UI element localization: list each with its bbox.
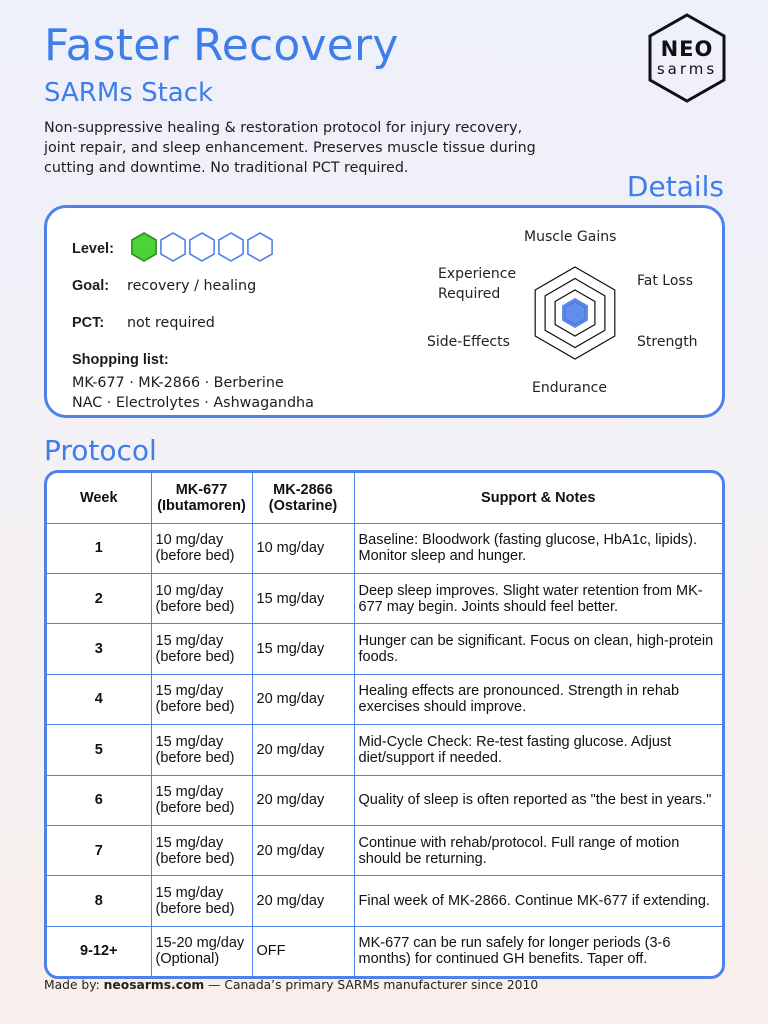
notes-cell: Deep sleep improves. Slight water retention from MK-677 may begin. Joints should feel better. — [354, 573, 722, 623]
logo-line1: NEO — [660, 37, 714, 61]
notes-cell: MK-677 can be run safely for longer periods (3-6 months) for continued GH benefits. Taper off. — [354, 926, 722, 976]
mk2866-cell: 20 mg/day — [252, 876, 354, 926]
level-hex-empty-icon — [161, 233, 185, 261]
notes-cell: Continue with rehab/protocol. Full range of motion should be returning. — [354, 825, 722, 875]
level-rating — [129, 230, 279, 264]
pct-value: not required — [127, 315, 215, 331]
week-cell: 2 — [47, 573, 151, 623]
table-header-row — [47, 473, 722, 523]
col-notes: Support & Notes — [354, 473, 722, 523]
radar-label-endurance: Endurance — [532, 380, 607, 396]
week-cell: 9-12+ — [47, 926, 151, 976]
notes-cell: Mid-Cycle Check: Re-test fasting glucose. Adjust diet/support if needed. — [354, 725, 722, 775]
mk2866-cell: 15 mg/day — [252, 624, 354, 674]
mk677-cell: 10 mg/day (before bed) — [151, 523, 252, 573]
mk677-cell: 15 mg/day (before bed) — [151, 825, 252, 875]
footer: Made by: neosarms.com — Canada’s primary SARMs manufacturer since 2010 — [44, 978, 539, 992]
notes-cell: Healing effects are pronounced. Strength in rehab exercises should improve. — [354, 674, 722, 724]
radar-label-experience-required: Experience Required — [438, 266, 517, 302]
notes-cell: Baseline: Bloodwork (fasting glucose, HbA1c, lipids). Monitor sleep and hunger. — [354, 523, 722, 573]
mk677-cell: 10 mg/day (before bed) — [151, 573, 252, 623]
mk2866-cell: 20 mg/day — [252, 775, 354, 825]
mk2866-cell: 20 mg/day — [252, 825, 354, 875]
protocol-table — [44, 470, 725, 979]
radar-label-muscle-gains: Muscle Gains — [524, 229, 617, 245]
notes-cell: Final week of MK-2866. Continue MK-677 if extending. — [354, 876, 722, 926]
shopping-list — [72, 373, 314, 413]
radar-label-side-effects: Side-Effects — [427, 334, 510, 350]
notes-cell: Quality of sleep is often reported as "the best in years." — [354, 775, 722, 825]
table-row — [47, 573, 722, 623]
notes-cell: Hunger can be significant. Focus on clean, high-protein foods. — [354, 624, 722, 674]
mk2866-cell: 20 mg/day — [252, 725, 354, 775]
radar-label-fat-loss: Fat Loss — [637, 273, 693, 289]
table-row — [47, 725, 722, 775]
mk677-cell: 15 mg/day (before bed) — [151, 624, 252, 674]
week-cell: 7 — [47, 825, 151, 875]
mk2866-cell: 10 mg/day — [252, 523, 354, 573]
week-cell: 8 — [47, 876, 151, 926]
shopping-line-2: NAC · Electrolytes · Ashwagandha — [72, 395, 314, 411]
shopping-line-1: MK-677 · MK-2866 · Berberine — [72, 375, 284, 391]
mk677-cell: 15 mg/day (before bed) — [151, 674, 252, 724]
details-card — [44, 205, 725, 418]
mk677-cell: 15 mg/day (before bed) — [151, 876, 252, 926]
page-title: Faster Recovery — [44, 20, 399, 71]
protocol-heading: Protocol — [44, 434, 157, 467]
logo-line2: sarms — [656, 60, 718, 78]
page-subtitle: SARMs Stack — [44, 78, 214, 108]
mk2866-cell: OFF — [252, 926, 354, 976]
radar-chart — [427, 226, 712, 406]
radar-svg — [442, 226, 712, 406]
level-label: Level: — [72, 241, 114, 257]
footer-site-link[interactable]: neosarms.com — [103, 978, 205, 992]
radar-value-area — [563, 299, 588, 328]
level-hex-empty-icon — [248, 233, 272, 261]
goal-value: recovery / healing — [127, 278, 257, 294]
col-mk677: MK-677 (Ibutamoren) — [151, 473, 252, 523]
table-row — [47, 674, 722, 724]
shopping-label: Shopping list: — [72, 352, 169, 368]
mk677-cell: 15 mg/day (before bed) — [151, 725, 252, 775]
table-row — [47, 523, 722, 573]
details-heading: Details — [626, 170, 724, 203]
level-hex-empty-icon — [190, 233, 214, 261]
week-cell: 6 — [47, 775, 151, 825]
col-week: Week — [47, 473, 151, 523]
table-row — [47, 775, 722, 825]
col-mk2866: MK-2866 (Ostarine) — [252, 473, 354, 523]
table-row — [47, 624, 722, 674]
level-hex-filled-icon — [132, 233, 156, 261]
week-cell: 1 — [47, 523, 151, 573]
mk2866-cell: 20 mg/day — [252, 674, 354, 724]
intro-text: Non-suppressive healing & restoration protocol for injury recovery, joint repair, and sleep enhancement. Preserves muscle tissue during cutting and downtime. No traditional PCT required. — [44, 120, 536, 176]
level-hex-empty-icon — [219, 233, 243, 261]
table-row — [47, 926, 722, 976]
pct-label: PCT: — [72, 315, 105, 331]
table-row — [47, 876, 722, 926]
table-row — [47, 825, 722, 875]
week-cell: 3 — [47, 624, 151, 674]
week-cell: 5 — [47, 725, 151, 775]
neo-sarms-logo — [646, 12, 728, 104]
mk2866-cell: 15 mg/day — [252, 573, 354, 623]
radar-label-strength: Strength — [637, 334, 698, 350]
mk677-cell: 15 mg/day (before bed) — [151, 775, 252, 825]
week-cell: 4 — [47, 674, 151, 724]
goal-label: Goal: — [72, 278, 110, 294]
mk677-cell: 15-20 mg/day (Optional) — [151, 926, 252, 976]
